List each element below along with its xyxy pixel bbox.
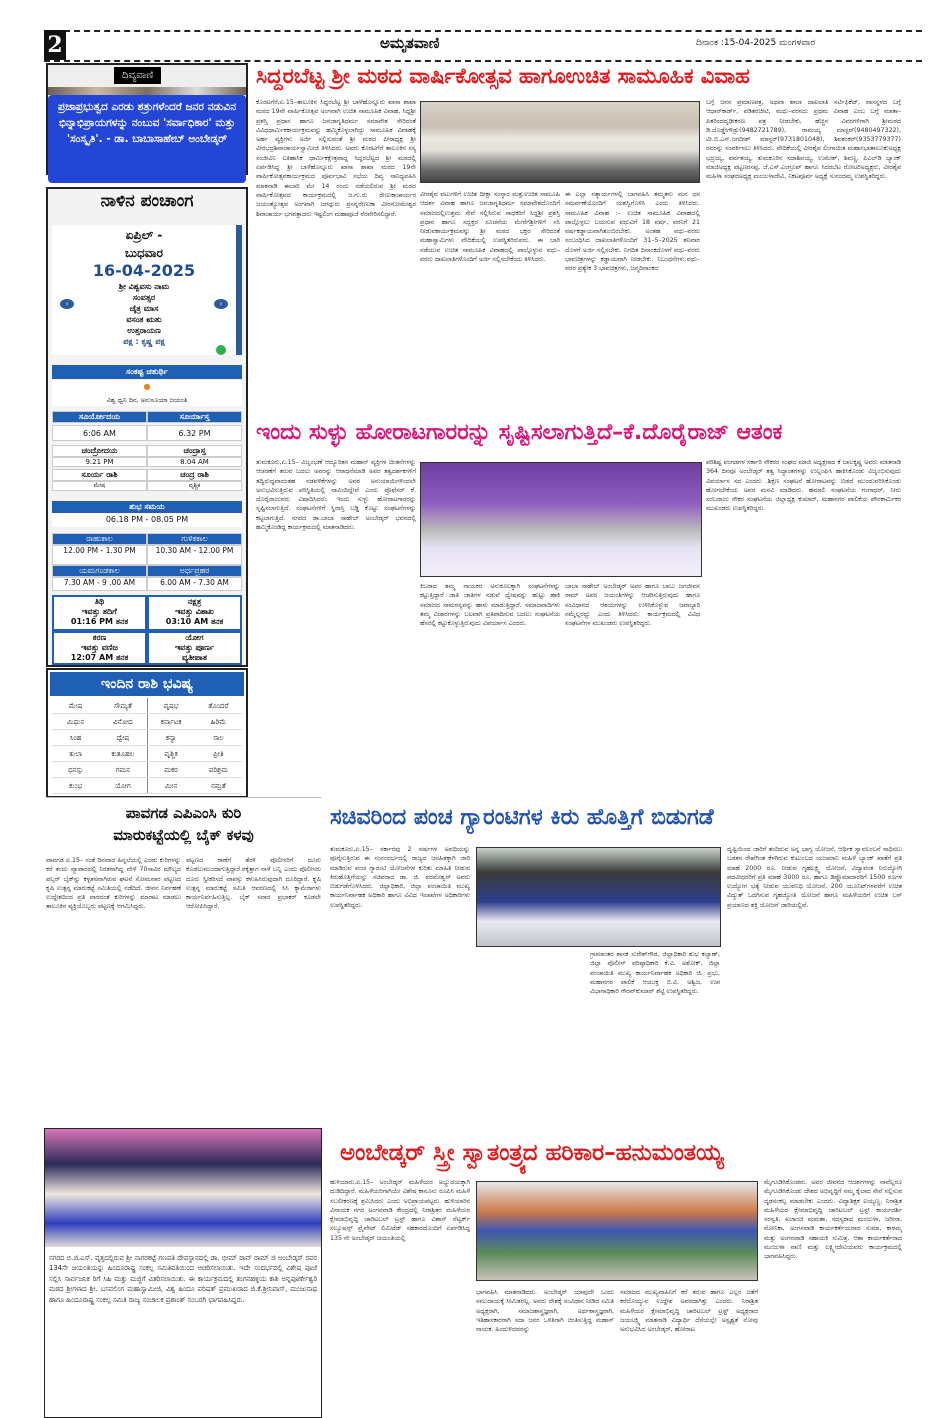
rashi-row <box>52 698 242 714</box>
article-text: ಹುಳಿಯಾರು,ಏ.15– ಅಂಬೇಡ್ಕರ್ ಮಹಿಳೆಯರ ಅಭ್ಯುದಯಕ್ಕಾಗಿ ದುಡಿದಿದ್ದಾರೆ. ಮಹಿಳೆಯರಿಗಾಗಿಯೇ ವಿಶೇಷ ಕಾನೂನು ರೂಪಿಸಿ ಮಹಿಳೆ ಸಬಲೀಕರಣಕ್ಕೆ ಶ್ರಮಿಸಿದರು ಎಂದು ಅಭಿಪ್ರಾಯಪಟ್ಟರು. ಹುಳಿಯಾರಿನ ವಿನಾಯಕ ನಗರ ಅಂಗನವಾಡಿ ಕೇಂದ್ರದಲ್ಲಿ ನಿರಾಶ್ರಿತರ ಮಹಿಳೆಯರ ಕ್ಷೇಮಾಭಿವೃದ್ಧಿ ಚಾರಿಟಬಲ್ ಟ್ರಸ್ಟ್ ಹಾಗೂ ವಿಶಾಸ್ ನೆಟ್ವರ್ಕ್ ಸಲ್ಯೂಷನ್ಸ್ ಪ್ರೈವೇಟ್ ಲಿಮಿಟೆಡ್ ಸಹಕಾರದೊಂದಿಗೆ ಏರ್ಪಡಿಸಿದ್ದ 135 ನೇ ಅಂಬೇಡ್ಕರ್ ಜಯಂತಿಯಲ್ಲಿ <box>330 1179 470 1242</box>
rashi-row <box>52 714 242 730</box>
whatsapp-icon[interactable] <box>216 345 226 355</box>
header-rule <box>44 60 922 62</box>
festival-title: ಸಂಕಷ್ಟ ಚತುರ್ಥಿ <box>52 365 242 379</box>
rashi-labels <box>52 469 242 481</box>
article-text: ಪರಿಶಿಷ್ಟ ಪಂಗಡಗಳ ಸರ್ಕಾರಿ ನೌಕರರ ಸಂಘದ ಮಾಜಿ ಅಧ್ಯಕ್ಷರಾದ ಕೆ ಬಾಲಕೃಷ್ಣ ಅವರು ಮಾತನಾಡಿ 364 ದಿನವೂ ಅಂಬೇಡ್ಕರ್ ತತ್ವ ಸಿದ್ಧಾಂತಗಳನ್ನು ಉಲ್ಲಂಘಿಸಿ ಹಾಕಿಸಿಕೊಂಡು ವಿಜೃಂಭಿಸುವುದು ವಿಪರ್ಯಾಸ ಸದ ಎಂದರು .ಶಿಕ್ಷಣ ಸಂಘಟನೆ ಹೋರಾಟವನ್ನು ಬಿಡದೆ ಮುಂದುವರಿಸಿಕೊಂಡು ಹೋಗಬೇಕೆಂದು ಅವರ ಮನವಿ ಮಾಡಿದರು. ಹಮಾಲಿ ಸಂಘಟನೆಯ ಗಂಗಾಧರ್, ನೀರು ಸರಬರಾಜು ನೌಕರ ಸಂಘಟನೆಯ ಜಿಲ್ಲಾಧ್ಯಕ್ಷ ಕುಮಾರ್, ಮಹಾನಗರ ಪಾಲಿಕೆಯ ಪೌರಕಾರ್ಮಿಕರ ಮುಖಂಡರು ಉಪಸ್ಥಿತರಿದ್ದರು. <box>706 459 901 513</box>
article-photo-siddarabetta <box>420 101 700 183</box>
panchanga-date: 16-04-2025 <box>92 261 196 280</box>
shubha-label: ಶುಭ ಸಮಯ <box>52 501 242 513</box>
article-text: ತುಮಕೂರು,ಏ.15– ವಿಜೃಂಭಣೆ ಆದ್ಯೂರಿತನ ಮಹಾನ್ ವ್ಯಕ್ತಿಗಳ ಚಿಂತನೆಗಳನ್ನು ಆಚರಣೆಗೆ ತರುವ ಬದಲು ಅವರನ್ನು ಆರಾಧನೆಮಾಡಿ ಅವರ ತತ್ವದರ್ಶಕಗಳಿಗೆ ತದ್ವಿರುದ್ಧವಾದಂತಹ ನಡವಳಿಕೆಗಳನ್ನು ಅವರ ಅನುಯಾಯಿಗಳಿಂದಲೇ ಅನುಭವಿಸುತ್ತಿರುವ ಪರಿಸ್ಥಿತಿಯಲ್ಲಿ ನಾವಿಂದಿದ್ದೇವೆ ಎಂದು ಪ್ರೊಫೆಸರ್ ಕೆ. ದೊರೈರಾಜುವರು ವಿಷಾದಿಸಿದರು. ಇಂದು ಸುಳ್ಳು ಹೋರಾಟಗಾರರನ್ನು ಸೃಷ್ಟಿಸಲಾಗುತ್ತಿದೆ. ಸಂಘಟನೆಗಳಿಗೆ ಸ್ಥಿರಾಸ್ತಿ ಬಡ್ಡಿ ಕೊಟ್ಟು ಸಂಘಟನೆಗಳನ್ನು ಕಟ್ಟಲಾಗುತ್ತಿದೆ. ನಗರದ ಡಾ.ಬಾಬಾ ಸಾಹೇಬ್ ಅಂಬೇಡ್ಕರ್ ಭವನದಲ್ಲಿ ಹಮ್ಮಿಕೊಂಡಿದ್ದ ಕಾರ್ಯಕ್ರಮದಲ್ಲಿ ಮಾತನಾಡಿದರು. <box>256 459 416 532</box>
panchanga-paksha: ಪಕ್ಷ : ಕೃಷ್ಣ ಪಕ್ಷ <box>123 337 165 346</box>
ambedkar-jayanti-box <box>44 1128 322 1418</box>
ambedkar-quote: ಪ್ರಜಾಪ್ರಭುತ್ವದ ಎರಡು ಶತ್ರುಗಳೆಂದರೆ ಜನರ ನಡುವಿನ ಭಿನ್ನಾಭಿಪ್ರಾಯಗಳನ್ನು ನಂಬುವ 'ಸರ್ವಾಧಿಕಾರ' ಮತ್ತು 'ಸಂಸ್ಕೃತಿ'. - ಡಾ. ಬಾಬಾಸಾಹೇಬ್ ಅಂಬೇಡ್ಕರ್ <box>48 95 246 183</box>
rashi-sign: ಸಿಂಹ <box>69 734 82 742</box>
moon-values <box>52 457 242 467</box>
rashi-sign: ಕರ್ನಾಟಕ <box>147 714 195 729</box>
chandra-rashi-label: ಚಂದ್ರ ರಾಶಿ <box>147 469 242 481</box>
panchanga-line: ವಸಂತ ಋತು <box>126 315 162 324</box>
masthead: ಅಮೃತವಾಣಿ <box>380 34 440 52</box>
gulika-label: ಗುಳಿಕಕಾಲ <box>147 533 242 545</box>
article-text: ಪಾವಗಡ ಏ.15– ಸಂತೆ ದಿನವಾದ ಹಿನ್ನಲೆಯಲ್ಲಿ ಎರಡು ಕುರಿಗಳನ್ನು ಕರೆ ತಂದು ವ್ಯಾಪಾರದಲ್ಲಿ ನಿರತನಾಗಿದ್ದ ವೇಳೆ 70ಸಾವಿರ ಮೌಲ್ಯದ ಪಲ್ಸರ್ ಬೈಕ್‌ನ್ನು ಕಳ್ಳತನವಾಗಿರುವ ಘಟನೆ ಸೋಮವಾರ ಪಟ್ಟಣದ ಕೃಷಿ ಉತ್ಪನ್ನ ಮಾರುಕಟ್ಟೆ ಸಮಿತಿಯಲ್ಲಿ ನಡೆದಿದೆ. ಜೀವನ ನಿರ್ವಹಣೆ ಉದ್ದೇಶದಿಂದ ಪ್ರತಿ ವಾರದಂತೆ ಕುರಿಗಳನ್ನು ಮಾರಾಟ ಮಾಡಲು ತಾಲೂಕಿನ ವ್ಯಕ್ತಿಯೊಬ್ಬರು ಪಟ್ಟಣಕ್ಕೆ ಆಗಮಿಸಿದ್ದರು. <box>46 857 181 911</box>
tithi-time: 01:16 PM ತನಕ <box>70 617 129 626</box>
yoga-time: ವ್ಯತೀಪಾತ <box>182 653 207 662</box>
yoga-cell <box>147 631 242 665</box>
tithi-label: ತಿಥಿ <box>94 597 105 606</box>
shubha-time: 06.18 PM - 08.05 PM <box>52 513 242 527</box>
nakshatra-cell <box>147 595 242 631</box>
sun-values <box>52 425 242 441</box>
tithi-text: ಇವತ್ತು ತದಿಗೆ <box>82 607 117 616</box>
yamaganda-value: 7.30 AM - 9 .00 AM <box>52 577 147 591</box>
rashi-prediction: ನಮ್ರತೆ <box>210 782 226 790</box>
panchanga-date-card <box>52 225 242 355</box>
article-text: ಬಗ್ಗೆ ಜನನ ಪ್ರಮಾಣಪತ್ರ, ಅಥವಾ ಶಾಲಾ ದಾಖಲಾತಿ ಸರ್ಟಿಫಿಕೆಟ್, ವಾಸಸ್ಥಳದ ಬಗ್ಗೆ ಆಧಾರ್‌ಕಾರ್ಡ್, ಪಡಿತರಚೀಟಿ, ಮಧು–ವರನದು ಪ್ರಥಮ ವಿವಾಹ ಎಂಬ ಬಗ್ಗೆ ಮಾತಾ–ಪಿತರಿಂದದೃಢೀಕರಣ ಪತ್ರ ನೀಡಬೇಕು, ಹೆಚ್ಚಿನ ವಿವರಗಳಿಗಾಗಿ ಶ್ರೀಮಠದ ಡಿ.ದೊಡ್ಡೇಗೌಡ್ರು(9482721789), ರಾಮಯ್ಯ ಮಾಸ್ಟರ್(9480497322), ವೀ.ಬಿ.ಎಸ್.ಜಗದೀಶ್ ಮಾಸ್ಟರ್(9731801048), ಶಿವಶಂಕರ್(9353779377) ರವರನ್ನು ಸಂಪರ್ಕಿಸಲು ತಿಳಿಸಿದರು. ವೇದಿಕೆಯಲ್ಲಿ ವೀರಶೈವ ಲಿಂಗಾಯಿತ ಮಹಾಸಭಾತಾಲೂಕುಅಧ್ಯಕ್ಷ ಭದ್ರಯ್ಯ, ಪರ್ವತಯ್ಯ, ತುಮಕೂರಿನ ಸದಾಶಿವಯ್ಯ, ಉಮೇಶ್, ಶಿವಣ್ಣ, ಪಿಎಲ್‌ಡಿ ಬ್ಯಾಂಕ್ ಮಾಜಿಅಧ್ಯಕ್ಷ ಪಟ್ಟಣರಸಪ್ಪ, ಜೆ.ಎಸ್.ಎಂಗ್ರೂಪ್ ಹಾಗೂ ಸಿದರಬೆಟ ರೋಟರಿಅಧ್ಯಕ್ಷರು, ವೀರಶೈವ ಮಹಿಳಾ ಸಂಘದಅಧ್ಯಕ್ಷ ಮಂಜುಳಾದೇವಿ, ನಿಕಟಪೂರ್ವ ಅಧ್ಯಕ್ಷೆ ಸುನಂದಮ್ಮ ಉಪಸ್ಥಿತರಿದ್ದರು. <box>706 99 901 181</box>
nakshatra-time: 03:10 AM ತನಕ <box>165 617 224 626</box>
rahukala-value: 12.00 PM - 1.30 PM <box>52 545 147 565</box>
article-text: ಗ್ರಾಮಾಂತರ ಶಾಸಕ ಸುರೇಶ್‌ಗೌಡ, ಜಿಲ್ಲಾಧಿಕಾರಿ ಶುಭ ಕಲ್ಯಾಣ್, ಜಿಲ್ಲಾ ಪೊಲೀಸ್ ವರಿಷ್ಠಾಧಿಕಾರಿ ಕೆ.ವಿ. ಅಶೋಕ್, ಜಿಲ್ಲಾ ಪಂಚಾಯಿತಿ ಮುಖ್ಯ ಕಾರ್ಯನಿರ್ವಾಹಕ ಅಧಿಕಾರಿ ಜಿ. ಪ್ರಭು, ಮಹಾನಗರ ಪಾಲಿಕೆ ಆಯುಕ್ತ ಬಿ.ವಿ. ಅಶ್ವಿಜ, ಉಪ ವಿಭಾಗಾಧಿಕಾರಿ ಗೌರವ್‌ಕುಮಾರ್ ಶೆಟ್ಟಿ ಉಪಸ್ಥಿತರಿದ್ದರು. <box>590 951 720 996</box>
rashi-table <box>52 698 242 794</box>
panchanga-line: ಶ್ರೀ ವಿಶ್ವವಸು ನಾಮ <box>118 282 170 291</box>
article-photo-guarantees <box>476 847 721 947</box>
page-number: 2 <box>44 30 66 60</box>
rashi-row <box>52 730 242 746</box>
rashi-row <box>52 762 242 778</box>
article-text: ಭಾಗವಹಿಸಿ ಮಾತನಾಡಿದರು. ಅಂಬೇಡ್ಕರ್ ಯಾವುದೇ ಒಂದು ಸಮುದಾಯಕ್ಕೆ ಸೀಮಿತರಲ್ಲ. ಅವರು ದೇಶಕ್ಕೆ ಸಂವಿಧಾನ ನೀಡಿದ ಸಮಿತಿ ಅಧ್ಯಕ್ಷರಾಗಿ, ಸಮಾಜಶಾಸ್ತ್ರಜ್ಞರಾಗಿ, ಅರ್ಥಶಾಸ್ತ್ರಜ್ಞರಾಗಿ, ಇತಿಹಾಸಕಾರರಾಗಿ ಸದಾ ಜನರ ಒಳಿತಿಗಾಗಿ ಚಿಂತಿಸುತ್ತಿದ್ದ ಮಹಾನ್ ನಾಯಕ. ಹಿಂದುಳಿದವರನ್ನು <box>476 1289 614 1334</box>
article-text: ಬಾಬಾ ಸಾಹೇಬ್ ಅಂಬೇಡ್ಕರ್ ಅವರ ಹಾಗೂ ಬಾಬು ಜಗಜೀವನ ರಾಮ್ ಅವರ ಜಯಂತಿಗಳನ್ನು ಆಚರಿಸುತ್ತಿರುವುದು ಹಾಗೂ ಸಂವಿಧಾನದ ಆಶಯಗಳನ್ನು ಉಳಿಸಿಕೊಳ್ಳುವ ಜವಾಬ್ದಾರಿ ನಮ್ಮೆಲ್ಲರದ್ದು ಎಂದು ತಿಳಿಸಿದರು. ಕಾರ್ಯಕ್ರಮದಲ್ಲಿ ವಿವಿಧ ಸಂಘಟನೆಗಳ ಮುಖಂಡರು ಉಪಸ್ಥಿತರಿದ್ದರು. <box>565 583 700 628</box>
abhijit-label: ಅರ್ಧಪ್ರಹರ <box>147 565 242 577</box>
karana-time: 12:07 AM ತನಕ <box>70 653 129 662</box>
rashi-sign: ಮಿಥುನ <box>66 718 85 726</box>
sun-labels <box>52 411 242 423</box>
article-text: ಮೈಗೂಡಿಸಿಕೊಂಡರು. ಅವರ ಜೀವನದ ಆದರ್ಶಗಳನ್ನು ನಾವೆಲ್ಲರೂ ಮೈಗೂಡಿಸಿಕೊಂಡು ದೇಶದ ಅಭಿವೃದ್ಧಿಗೆ ನಮ್ಮ ಕೈಲಾದ ಸೇವೆ ಸಲ್ಲಿಸುವ ದೃಢಸಂಕಲ್ಪ ಮಾಡಬೇಕು ಎಂದರು. ವಿದ್ಯಾಶಿಕ್ಷಕ ಐಯ್ಯಣ್ಣ, ನಿರಾಶ್ರಿತ ಮಹಿಳೆಯರ ಕ್ಷೇಮಾಭಿವೃದ್ಧಿ ಚಾರಿಟಬಲ್ ಟ್ರಸ್ಟ್ ಕಾರ್ಯದರ್ಶಿ ಸರಸ್ವತಿ, ಖಜಾಂಚಿ ಮಮತಾ, ಸದಸ್ಯರಾದ ಮಂಜುಳಾ, ಜರೀನಾ, ಮೋನಿಕಾ, ಅಂಗನವಾಡಿ ಕಾರ್ಯಕರ್ತೆಯರಾದ ಸುಮಾ, ಕಾಳಮ್ಮ ಮತ್ತು ಅಂಗನವಾಡಿ ಸಹಾಯಕಿ ಸುಮಿತ್ರ, ಆಶಾ ಕಾರ್ಯಕರ್ತೆರಾದ ಮಂಜುಳಾ ವಾಣಿ ಮತ್ತು ಲಕ್ಷ್ಮೀದೇವಿಯವರು ಕಾರ್ಯಕ್ರಮದಲ್ಲಿ ಭಾಗವಹಿಸಿದ್ದರು. <box>764 1179 902 1261</box>
festival-note: ವಿಶ್ವ ಧ್ವನಿ ದಿನ, ಅನುಸೂಯಾ ಜಯಂತಿ <box>52 394 242 406</box>
rashi-prediction: ಯೋಗ <box>114 782 131 790</box>
headline-hanumanthaiah: ಅಂಬೇಡ್ಕರ್ ಸ್ತ್ರೀ ಸ್ವಾತಂತ್ರ್ಯದ ಹರಿಕಾರ–ಹನುಮಂತಯ್ಯ <box>340 1140 724 1166</box>
article-photo-anganwadi <box>476 1181 758 1281</box>
headline-guarantees: ಸಚಿವರಿಂದ ಪಂಚ ಗ್ಯಾರಂಟಿಗಳ ಕಿರು ಹೊತ್ತಿಗೆ ಬಿಡುಗಡೆ <box>330 805 714 830</box>
rashi-sign: ಮೇಷ <box>68 702 83 710</box>
rashi-values <box>52 481 242 491</box>
rashi-prediction: ಹಿರಿಮೆ <box>210 718 227 726</box>
panchanga-weekday: ಬುಧವಾರ <box>125 246 163 260</box>
surya-rashi-label: ಸೂರ್ಯ ರಾಶಿ <box>52 469 147 481</box>
article-text: ಈ ಎಲ್ಲಾ ಸತ್ಕಾರ್ಯಗಳಲ್ಲಿ ಬಾಗವಹಿಸಿ ತಮ್ಮತನು ಮನ ಧನ ಸಮರ್ಪಣೆಯೊಂದಿಗೆ ಯಶಸ್ವಿಗೊಳಿಸಿ ಎಂದು ತಿಳಿಸಿದರು. ಸಾಮೂಹಿಕ ವಿವಾಹ :– ಉಚಿತ ಸಾಮೂಹಿಕ ವಿವಾಹದಲ್ಲಿ ಪಾಲ್ಗೊಳ್ಳಲು ಬಯಸುವ ವಧುವಿಗೆ 18 ವರ್ಷ, ವರನಿಗೆ 21 ವರ್ಷಕಡ್ಡಾಯವಾಗಿತುಂಬಿರಬೇಕು. ಅಂತಹ ವಧು–ವರರು ಸಂಬಂಧಿಸಿದ ದಾಖಲಾತಿಗಳೊಂದಿಗೆ 31–5–2025 ಶನಿವಾರ ದೊಳಗೆ ಅರ್ಜಿ ಸಲ್ಲಿಸಬೇಕು. ನಿಗದಿತ ದಿನಾಂಕದೊಳಗೆ ವಧು–ವರರು ಭಾವಚಿತ್ರಗಳನ್ನು ಕಡ್ಡಾಯವಾಗಿ ನೀಡಬೇಕು. ನಿಬಂಧನೆಗಳು:ವಧು–ವರರ ಪ್ರತ್ಯೇಕ 3 ಭಾವಚಿತ್ರಗಳು, ಜನ್ಮದಿನಾಂಕದ <box>565 191 700 273</box>
panchanga-box <box>46 187 248 667</box>
yamaganda-label: ಯಮಗಂಡಕಾಲ <box>52 565 147 577</box>
panchanga-month: ಏಪ್ರಿಲ್ - <box>125 228 163 242</box>
sunset-label: ಸೂರ್ಯಾಸ್ತ <box>147 411 242 423</box>
article-text: ಕಿಬರಾದ ತಮ್ಮ ನಾಯಕರ ಅನುಕೂಲಕ್ಕಾಗಿ ಸಂಘಟನೆಗಳನ್ನು ಕಟ್ಟುತ್ತಿದ್ದಾರೆ ಜಾತಿ ಜಾತಿಗಳ ನಡುವೆ ದ್ವೇಷವನ್ನು ಹುಟ್ಟು ಹಾಕಿ ಸಮಾಜದ ಸಾಮರಸ್ಯವನ್ನು ಹಾಳು ಮಾಡುತ್ತಿದ್ದಾರೆ. ಸಮಾಜವಾದಿಗಳು ತಮ್ಮ ವಿಚಾರಗಳನ್ನು ಬಲವಾಗಿ ಪ್ರತಿಪಾದಿಸುವ ಬದಲು ಸಂಘಟನೆಯ ಹೆಸರಲ್ಲಿ ಕಟ್ಟುಕೊಳ್ಳುತ್ತಿರುವುದು ವಿಪರ್ಯಾಸ ಎಂದರು. <box>420 583 560 628</box>
prev-arrow-icon[interactable]: ‹ <box>60 299 74 309</box>
article-text: ದೃಷ್ಟಿಯಿಂದ ಜಾರಿಗೆ ತಂದಿರುವ ಅನ್ನ ಭಾಗ್ಯ ಯೋಜನೆ, ಆರ್ಥಿಕ ಸ್ವಾವಲಂಬನೆ ಸಾಧಿಸಲು ಬಡತನ ರೇಖೆಗಿಂತ ಕೆಳಗಿರುವ ಕುಟುಂಬದ ಯಜಮಾನಿ ಮಹಿಳೆ ಬ್ಯಾಂಕ್ ಖಾತೆಗೆ ಪ್ರತಿ ಮಾಹೆ 2000 ರೂ. ನೀಡುವ ಗೃಹಲಕ್ಷ್ಮಿ ಯೋಜನೆ, ವಿದ್ಯಾವಂತ ನಿರುದ್ಯೋಗಿ ಪದವೀಧರರಿಗೆ ಪ್ರತಿ ಮಾಹೆ 3000 ರೂ. ಹಾಗೂ ಡಿಪ್ಲೊಮಾದಾರರಿಗೆ 1500 ರೂಗಳ ಉದ್ಯೋಗ ಭತ್ಯೆ ನೀಡುವ ಯುವನಿಧಿ ಯೋಜನೆ, 200 ಯೂನಿಟ್‌ಗಳವರೆಗೆ ಉಚಿತ ವಿದ್ಯುತ್ ಒದಗಿಸುವ ಗೃಹಜ್ಯೋತಿ ಯೋಜನೆ ಹಾಗೂ ಮಹಿಳೆಯರಿಗೆ ಉಚಿತ ಬಸ್ ಪ್ರಯಾಣದ ಶಕ್ತಿ ಯೋಜನೆ ಜಾರಿಯಲ್ಲಿವೆ. <box>727 846 902 909</box>
nakshatra-text: ಇವತ್ತು ವಿಶಾಖ <box>175 607 214 616</box>
rashi-sign: ಕನ್ಯಾ <box>147 730 195 745</box>
rahu-values <box>52 545 242 565</box>
rashi-sign: ಕುಂಭ <box>68 782 83 790</box>
sunrise-value: 6:06 AM <box>52 425 147 441</box>
rahu-labels <box>52 533 242 545</box>
abhijit-value: 6.00 AM - 7.30 AM <box>147 577 242 591</box>
rashi-sign: ವೃಶ್ಚಿಕ <box>147 746 195 761</box>
headline-pavagada-line2: ಮಾರುಕಟ್ಟೆಯಲ್ಲಿ ಬೈಕ್ ಕಳವು <box>113 826 254 844</box>
surya-rashi-value: ಮೇಷ <box>52 481 147 491</box>
dateline: ದಿನಾಂಕ :15-04-2025 ಮಂಗಳವಾರ <box>696 38 816 48</box>
moonset-value: 8.04 AM <box>147 457 242 467</box>
rashi-prediction: ಸಾಲ <box>213 734 224 742</box>
rashi-sign: ವೃಷಭ <box>147 698 195 713</box>
sunrise-label: ಸೂರ್ಯೋದಯ <box>52 411 147 423</box>
tithi-cell <box>52 595 147 631</box>
moonrise-label: ಚಂದ್ರೋದಯ <box>52 445 147 457</box>
gulika-value: 10.30 AM - 12.00 PM <box>147 545 242 565</box>
next-arrow-icon[interactable]: › <box>214 299 228 309</box>
divyavani-title: ದಿವ್ಯವಾಣಿ <box>114 67 161 84</box>
rashi-prediction: ಪರಿಶ್ರಮ <box>208 766 228 774</box>
rashi-bhavishya-title: ಇಂದಿನ ರಾಶಿ ಭವಿಷ್ಯ <box>50 672 244 696</box>
headline-doraiaraj: ಇಂದು ಸುಳ್ಳು ಹೋರಾಟಗಾರರನ್ನು ಸೃಷ್ಟಿಸಲಾಗುತ್ತಿದೆ–ಕೆ.ದೊರೈರಾಜ್ ಆತಂಕ <box>256 420 783 445</box>
rashi-sign: ಧನಸ್ಸು <box>68 766 84 774</box>
sunset-value: 6.32 PM <box>147 425 242 441</box>
nakshatra-label: ನಕ್ಷತ್ರ <box>187 597 202 606</box>
panchanga-title: ನಾಳಿನ ಪಂಚಾಂಗ <box>100 191 194 211</box>
moonset-label: ಚಂದ್ರಾಸ್ತ <box>147 445 242 457</box>
tithi-nakshatra <box>52 595 242 631</box>
chandra-rashi-value: ವೃಶ್ಚಿಕ <box>147 481 242 491</box>
rashi-prediction: ಸೌಮ್ಯತೆ <box>113 702 132 710</box>
rashi-sign: ತುಲಾ <box>69 750 83 758</box>
moon-labels <box>52 445 242 457</box>
article-photo-ambedkar-jayanti <box>45 1129 321 1247</box>
top-rule <box>44 30 922 32</box>
panchanga-line: ಸಂವತ್ಸರ <box>132 293 156 302</box>
moonrise-value: 9.21 PM <box>52 457 147 467</box>
panchanga-line: ಚೈತ್ರ ಮಾಸ <box>129 304 159 313</box>
photo-caption: ನಗರದ ಬಿ.ಜಿ.ಎಸ್. ವೃತ್ತದಲ್ಲಿರುವ ಶ್ರೀ ನಾಗರಕಟ್ಟೆ ಗಣಪತಿ ದೇವಸ್ಥಾನದಲ್ಲಿ ಡಾ. ಭೀಮ್ ರಾವ್ ರಾಮ್ ಜಿ ಅಂಬೇಡ್ಕರ್ ರವರ 134ನೇ ಜಯಂತಿಯನ್ನು ಹಿಂದೂರಾಷ್ಟ್ರ ಸಂಕಲ್ಪ ಸಮಿತಿವತಿಯಿಂದ ಆಚರಿಸಲಾಯಿತು. ಇದೇ ಸಂದರ್ಭದಲ್ಲಿ ವಿಶೇಷ ಪೂಜೆ ಸಲ್ಲಿಸಿ ಸಾರ್ವಜನಿಕ ರಿಗೆ ಸಿಹಿ ಮತ್ತು ಮಜ್ಜಿಗೆ ವಿತರಿಸಲಾಯಿತು. ಈ ಕಾರ್ಯಕ್ರಮದಲ್ಲಿ ತಂಗನಹಳ್ಳಿಯ ಕಾಶಿ ಅನ್ನಪೂರ್ಣೇಶ್ವರಿ ಮಠದ ಶ್ರೀಗಳಾದ ಶ್ರೀ. ಬಸವಲಿಂಗ ಮಹಾಸ್ವಾಮೀಜಿ, ವಿಶ್ವ ಹಿಂದೂ ಪರಿಷತ್ ಪ್ರಮುಖರಾದ ಜಿ.ಕೆ.ಶ್ರೀನಿವಾಸ್, ಮಂಜುನಾಥ ಹಾಗೂ ಹಿಂದೂರಾಷ್ಟ್ರ ಸಂಕಲ್ಪ ಸಮಿತಿ ರಾಜ್ಯ ಸಂಚಾಲಕ ಪ್ರಶಾಂತ್ ಸಂಬರಗಿ ಭಾಗವಹಿಸಿದ್ದರು. <box>49 1254 317 1304</box>
rashi-bhavishya-box <box>46 668 248 798</box>
article-text: ಸಮಾಜದ ಮುಖ್ಯವಾಹಿನಿಗೆ ಕರೆ ತರುವ ಹಾಗೂ ಎಲ್ಲರ ಜತೆಗೆ ಕರೆದೊಯ್ಯುವ ಉದ್ದೇಶ ಅವರದಾಗಿತ್ತು ಎಂದರು. ನಿರಾಶ್ರಿತ ಮಹಿಳೆಯರ ಕ್ಷೇಮಾಭಿವೃದ್ಧಿ ಚಾರಿಟಬಲ್ ಟ್ರಸ್ಟ್ ಅಧ್ಯಕ್ಷರಾದ ಜಯಲಕ್ಷ್ಮಿ ಮಾತನಾಡಿ ವಿದ್ಯಾರ್ಥಿ ದೆಸೆಯಲ್ಲೇ ಅಸ್ಪೃಶ್ಯತೆ ನೋವು ಅನುಭವಿಸಿದ ಅಂಬೇಡ್ಕರ್, ಹೋರಾಟ <box>620 1289 758 1334</box>
rule <box>46 797 321 798</box>
article-text: ಕೊರಟಗೆರೆ,ಏ.15–ತಾಲೂಕಿನ ಸಿದ್ದರಬೆಟ್ಟ ಶ್ರೀ ಬಾಳೆಹೊನ್ನೂರು ಖಾಸಾ ಶಾಖಾ ಮಠದ 19ನೇ ವಾರ್ಷಿಕೋತ್ಸವ ಅಂಗವಾಗಿ ಉಚಿತ ಸಾಮೂಹಿಕ ವಿವಾಹ, ಸಿದ್ದಶ್ರೀ ಪ್ರಶಸ್ತಿ ಪ್ರಧಾನ ಹಾಗೂ ಜನಜಾಗೃತಿಧರ್ಮ ಸಮಾವೇಶ ಸೇರಿದಂತೆ ವಿವಿಧಧಾರ್ಮಿಕಕಾರ್ಯಕ್ರಮವನ್ನು ಹಮ್ಮಿಕೊಳ್ಳಲಾಗಿದ್ದು ಸಾಮೂಹಿಕ ವಿವಾಹಕ್ಕೆ ಅರ್ಹ ವ್ಯಕ್ತಿಗಳು ಅರ್ಜಿ ಸಲ್ಲಿಸುವಂತೆ ಶ್ರೀ ಮಠದ ಪೀಠಾಧ್ಯಕ್ಷ ಶ್ರೀ ವೀರಭದ್ರಶಿವಾಚಾರ್ಯಸ್ವಾಮೀಜಿ ತಿಳಿಸಿದರು. ಅವರು ಕೊರಟಗೆರೆ ತಾಲೂಕಿನ ಸಸ್ಯ ಸಂಜೀವಿನಿ ಐತಿಹಾಸಿಕ ಧಾರ್ಮಿಕಕ್ಷೇತ್ರವಾದ್ದ ಸಿದ್ದರಬೆಟ್ಟದ ಶ್ರೀ ಮಠದಲ್ಲಿ ಏರ್ಪಡಿಸಿದ್ದ ಶ್ರೀ ಬಾಳೆಹೊನ್ನೂರು ಖಾಸಾ ಶಾಖಾ ಮಠದ 19ನೇ ವಾರ್ಷಿಕೋತ್ಸವಕಾರ್ಯಕ್ರಮದ ಪೂರ್ವಭಾವಿ ಸಭೆಯ ದಿವ್ಯ ಸಾನಿಧ್ಯವಹಿಸಿ ಮಾತನಾಡಿ ಈಬಾರಿ ಮೇ 14 ರಂದು ನಡೆಯಲಿರುವ ಶ್ರೀ ಮಠದ ವಾರ್ಷಿಕೋತ್ಸವದ ಕಾರ್ಯಕ್ರಮದಲ್ಲಿ ಜ.ಗು.ರು ರೇಣುಕಾಚಾರ್ಯರ ಜಯಂತ್ಯೋತ್ಸವ ಅಂಗವಾಗಿ ಜಗದ್ಗುರು ಪ್ರಸನ್ನರೇಣುಕಾ ವೀರಸೋಮೇಶ್ವರ ಶಿವಾಚಾರ್ಯ ಭಗವತ್ಪಾದರು ಇಷ್ಟಲಿಂಗ ಮಹಾಪೂಜೆ ನೆರವೇರಿಸಲಿದ್ದಾರೆ. <box>256 99 416 218</box>
article-text: ವೀರಶೈವ ವಟುಗಳಿಗೆ ಉಚಿತ ದೀಕ್ಷಾ ಸಂಸ್ಕಾರ ಮತ್ತುಉಚಿತ ಸಾಮೂಹಿ ಆದರ್ಶ ವಿವಾಹ ಹಾಗೂ ಜನಜಾಗೃತಿಧರ್ಮ ಸಮಾವೇಶದೊಂದಿಗೆ ಸಮಾಜದಲ್ಲಿಉತ್ತಮ ಸೇವೆ ಸಲ್ಲಿಸಿರುವ ಸಾಧಕರಿಗೆ ಸಿದ್ದಶ್ರೀ ಪ್ರಶಸ್ತಿ ಪ್ರಧಾನ ಹಾಗೂ ಸದ್ಭಕ್ತರ ಸೂಚನೆಯ ಮೇರೆಗೆಶ್ರೀಗಳಿಗೆ ಸಸಿ ನೀಡುವಕಾರ್ಯಕ್ರಮವನ್ನು ಶ್ರೀ ಮಠದ ಭಕ್ತರ ಸೇರಿದಂತೆ ಮಹಾಸ್ವಾಮಿಗಳು ವೇದಿಕೆಯಲ್ಲಿ ಉಪಸ್ಥಿತರಿರುವರು. ಈ ಬಾರಿ ನಡೆಯುವ ಉಚಿತ ಸಾಮೂಹಿಕ ವಿವಾಹದಲ್ಲಿ ಪಾಲ್ಗೊಳ್ಳುವ ವಧು–ವರರು ದಾಖಲಾತಿಗಳೊಂದಿಗೆ ಅರ್ಜಿ ಸಲ್ಲಿಸಬೇಕೆಂದು ತಿಳಿಸಿದರು. <box>420 191 560 264</box>
rashi-prediction: ಪ್ರೀತಿ <box>213 750 224 758</box>
article-text: ತುಮಕೂರು,ಏ.15– ಸರ್ಕಾರವು 2 ವರ್ಷಗಳ ಅವಧಿಯನ್ನು ಪೂರೈಸುತ್ತಿರುವ ಈ ಸಂಸಂದರ್ಭದಲ್ಲಿ ರಾಜ್ಯದ ಜನಹಿತಕ್ಕಾಗಿ ಜಾರಿ ಮಾಡಿರುವ ಪಂಚ ಗ್ಯಾರಂಟಿ ಯೋಜನೆಗಳ ಕುರಿತು ಮಾಹಿತಿ ನೀಡುವ ಕಿರುಹೊತ್ತಿಗೆಯನ್ನು ಸಚಿವರಾದ ಡಾ. ಜಿ. ಪರಮೇಶ್ವರ್ ಅವರು ಬಿಡುಗಡೆಗೊಳಿಸಿದರು. ಜಿಲ್ಲಾಧಿಕಾರಿ, ಜಿಲ್ಲಾ ಪಂಚಾಯಿತಿ ಮುಖ್ಯ ಕಾರ್ಯನಿರ್ವಾಹಕ ಅಧಿಕಾರಿ ಹಾಗೂ ವಿವಿಧ ಇಲಾಖೆಗಳ ಅಧಿಕಾರಿಗಳು ಉಪಸ್ಥಿತರಿದ್ದರು. <box>330 846 470 909</box>
karana-label: ಕರಣ <box>92 633 107 642</box>
ganesha-icon: ● <box>52 380 242 394</box>
divyavani-photo <box>48 87 246 95</box>
rashi-prediction: ವಿನೋದ <box>113 718 133 726</box>
yama-labels <box>52 565 242 577</box>
karana-yoga <box>52 631 242 665</box>
rashi-sign: ಮೀನ <box>147 778 195 793</box>
panchanga-line: ಉತ್ತರಾಯಣ <box>127 326 161 335</box>
rashi-row <box>52 746 242 762</box>
rashi-prediction: ಗಮನ <box>115 766 131 774</box>
rashi-sign: ಮಕರ <box>147 762 195 777</box>
article-text: ಪಟ್ಟಣದ ಠಾಣೆಗೆ ತೆರಳಿ ಪೊಲೀಸರಿಗೆ ದೂರು ಕೊಡಲುಮುಂದಾಗುತ್ತಿದ್ದಾರೆ.ಠಕ್ಕೆತ್ತಾಗ ನಾಳೆ ಬನ್ನಿ ಎಂದು ಪೊಲೀಸರು ದೂರು ಸ್ವೀಕರಿಸದೆ ವಾಪಸ್ಸು ಕಳುಹಿಸಿರುವುದಾಗಿ ದೂರಿದ್ದಾರೆ. ಕೃಷಿ ಉತ್ಪನ್ನ ಮಾರುಕಟ್ಟೆ ಸಮಿತಿ ಆವರಣದಲ್ಲಿ ಸಿಸಿ ಕ್ಯಾಮೆರಾಗಳು ಕಾರ್ಯನಿರ್ವಹಿಸುತ್ತಿಲ್ಲ. ಬೈಕ್ ಸವಾರ ಪ್ರಭಾಕರ್ ಕೂಡಲೇ ಆರೋಪಿಸಿದ್ದಾರೆ. <box>186 857 321 911</box>
headline-pavagada-line1: ಪಾವಗಡ ಎಪಿಎಂಸಿ ಕುರಿ <box>125 804 242 822</box>
rashi-prediction: ತೊಂದರೆ <box>208 702 229 710</box>
yama-values <box>52 577 242 591</box>
rahukala-label: ರಾಹುಕಾಲ <box>52 533 147 545</box>
rashi-row <box>52 778 242 794</box>
headline-siddarabetta: ಸಿದ್ದರಬೆಟ್ಟ ಶ್ರೀ ಮಠದ ವಾರ್ಷಿಕೋತ್ಸವ ಹಾಗೂಉಚಿತ ಸಾಮೂಹಿಕ ವಿವಾಹ <box>256 64 750 88</box>
karana-cell <box>52 631 147 665</box>
karana-text: ಇವತ್ತು ವಣಿಜ <box>81 643 118 652</box>
yoga-label: ಯೋಗ <box>185 633 204 642</box>
article-photo-doraiaraj <box>420 462 702 577</box>
divyavani-box <box>46 63 248 175</box>
yoga-text: ಇವತ್ತು ಪೂರ್ಣ <box>174 643 215 652</box>
rashi-prediction: ಕುತೂಹಲ <box>111 750 135 758</box>
rashi-prediction: ದ್ವೇಷ <box>116 734 130 742</box>
